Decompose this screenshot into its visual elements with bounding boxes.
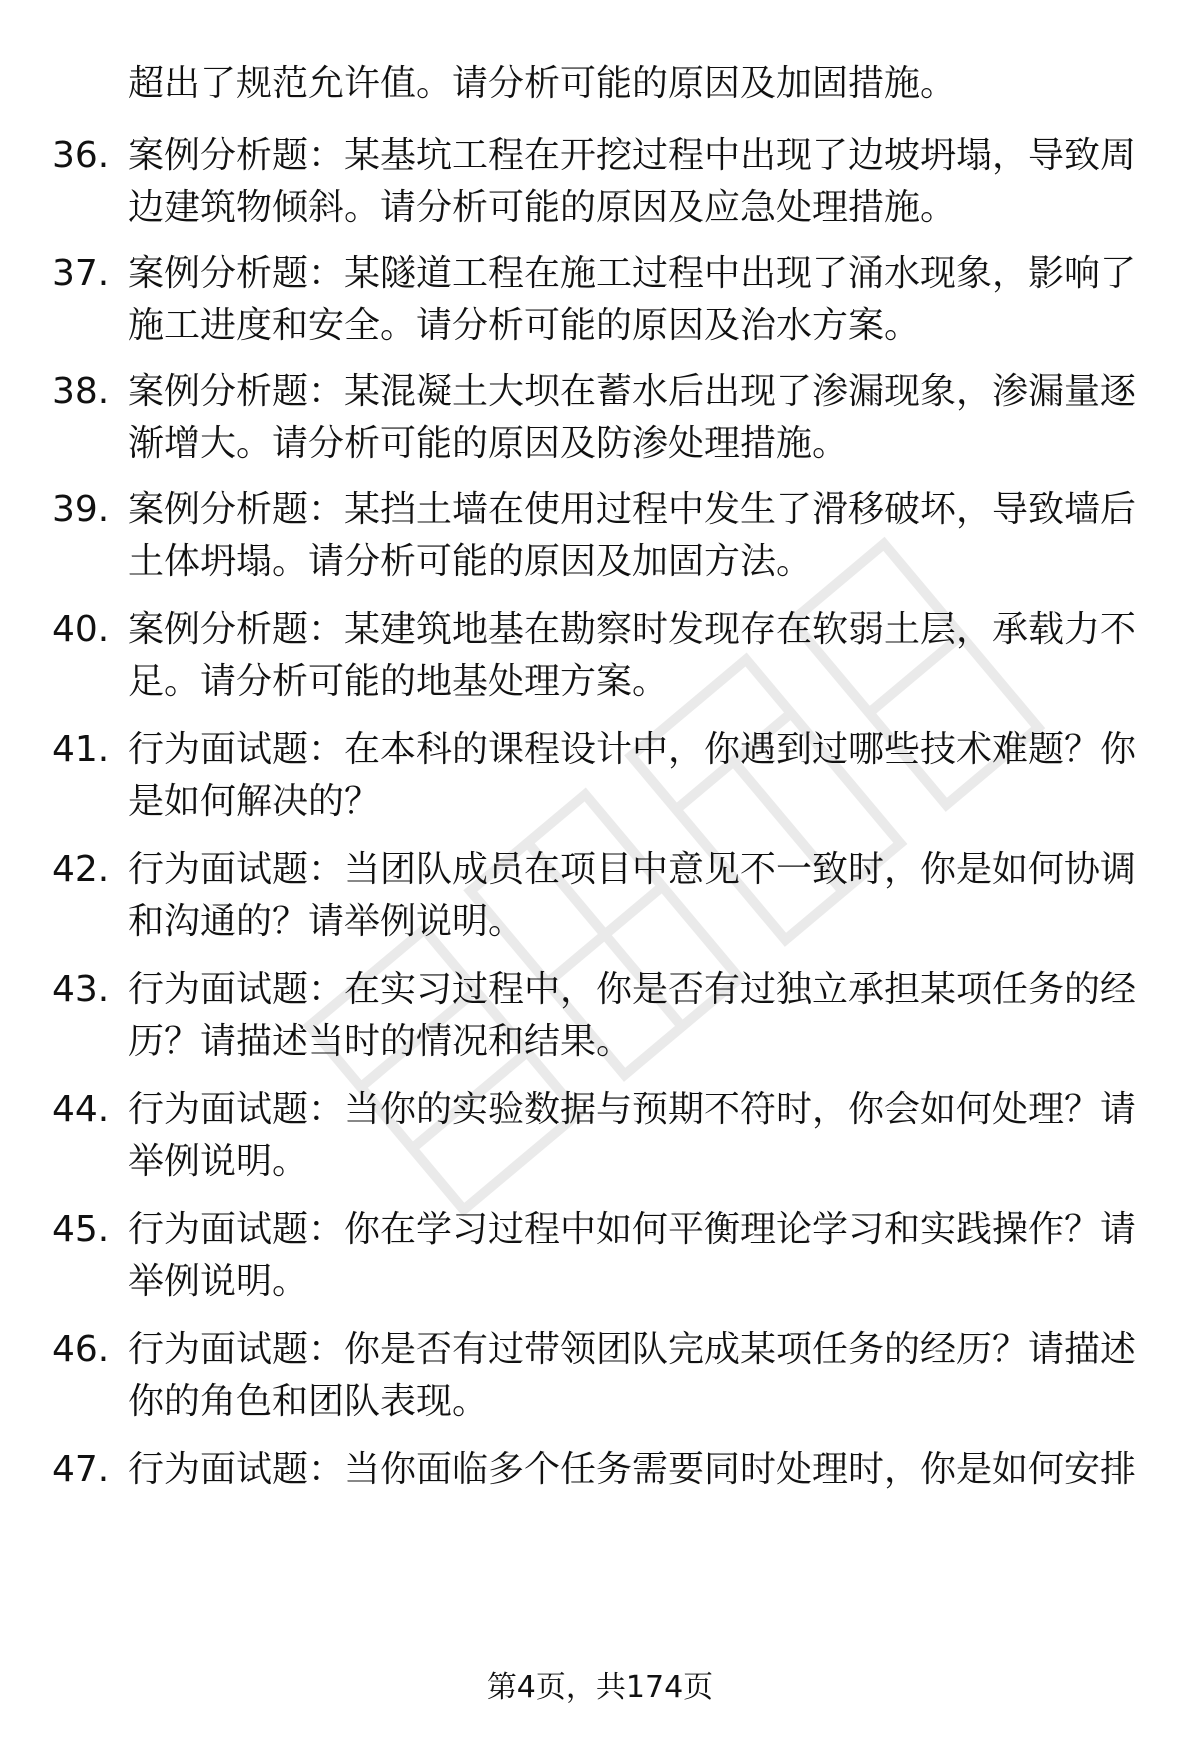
question-number: 38. [52,371,110,412]
page-footer: 第4页，共174页 [486,1670,714,1705]
question-number: 46. [52,1329,110,1370]
question-number: 42. [52,849,110,890]
question-text: 案例分析题：某隧道工程在施工过程中出现了涌水现象，影响了施工进度和安全。请分析可能的原因及治水方案。 [128,253,1137,346]
question-number: 45. [52,1209,110,1250]
question-text: 案例分析题：某建筑地基在勘察时发现存在软弱土层，承载力不足。请分析可能的地基处理方案。 [128,609,1137,702]
question-number: 36. [52,135,110,176]
question-number: 43. [52,969,110,1010]
continuation-text: 超出了规范允许值。请分析可能的原因及加固措施。 [128,63,957,104]
question-text: 行为面试题：你在学习过程中如何平衡理论学习和实践操作？请举例说明。 [128,1209,1137,1302]
question-number: 47. [52,1449,110,1490]
question-text: 行为面试题：在本科的课程设计中，你遇到过哪些技术难题？你是如何解决的？ [128,729,1137,822]
question-text: 案例分析题：某挡土墙在使用过程中发生了滑移破坏，导致墙后土体坍塌。请分析可能的原因及加固方法。 [128,489,1137,582]
question-text: 行为面试题：当你的实验数据与预期不符时，你会如何处理？请举例说明。 [128,1089,1137,1182]
question-number: 37. [52,253,110,294]
question-text: 行为面试题：你是否有过带领团队完成某项任务的经历？请描述你的角色和团队表现。 [128,1329,1137,1422]
question-text: 行为面试题：在实习过程中，你是否有过独立承担某项任务的经历？请描述当时的情况和结果。 [128,969,1137,1062]
question-number: 40. [52,609,110,650]
question-text: 行为面试题：当你面临多个任务需要同时处理时，你是如何安排 [128,1449,1137,1490]
question-text: 行为面试题：当团队成员在项目中意见不一致时，你是如何协调和沟通的？请举例说明。 [128,849,1137,942]
question-number: 44. [52,1089,110,1130]
question-number: 41. [52,729,110,770]
question-text: 案例分析题：某基坑工程在开挖过程中出现了边坡坍塌，导致周边建筑物倾斜。请分析可能的原因及应急处理措施。 [128,135,1137,228]
question-text: 案例分析题：某混凝土大坝在蓄水后出现了渗漏现象，渗漏量逐渐增大。请分析可能的原因及防渗处理措施。 [128,371,1137,464]
question-number: 39. [52,489,110,530]
